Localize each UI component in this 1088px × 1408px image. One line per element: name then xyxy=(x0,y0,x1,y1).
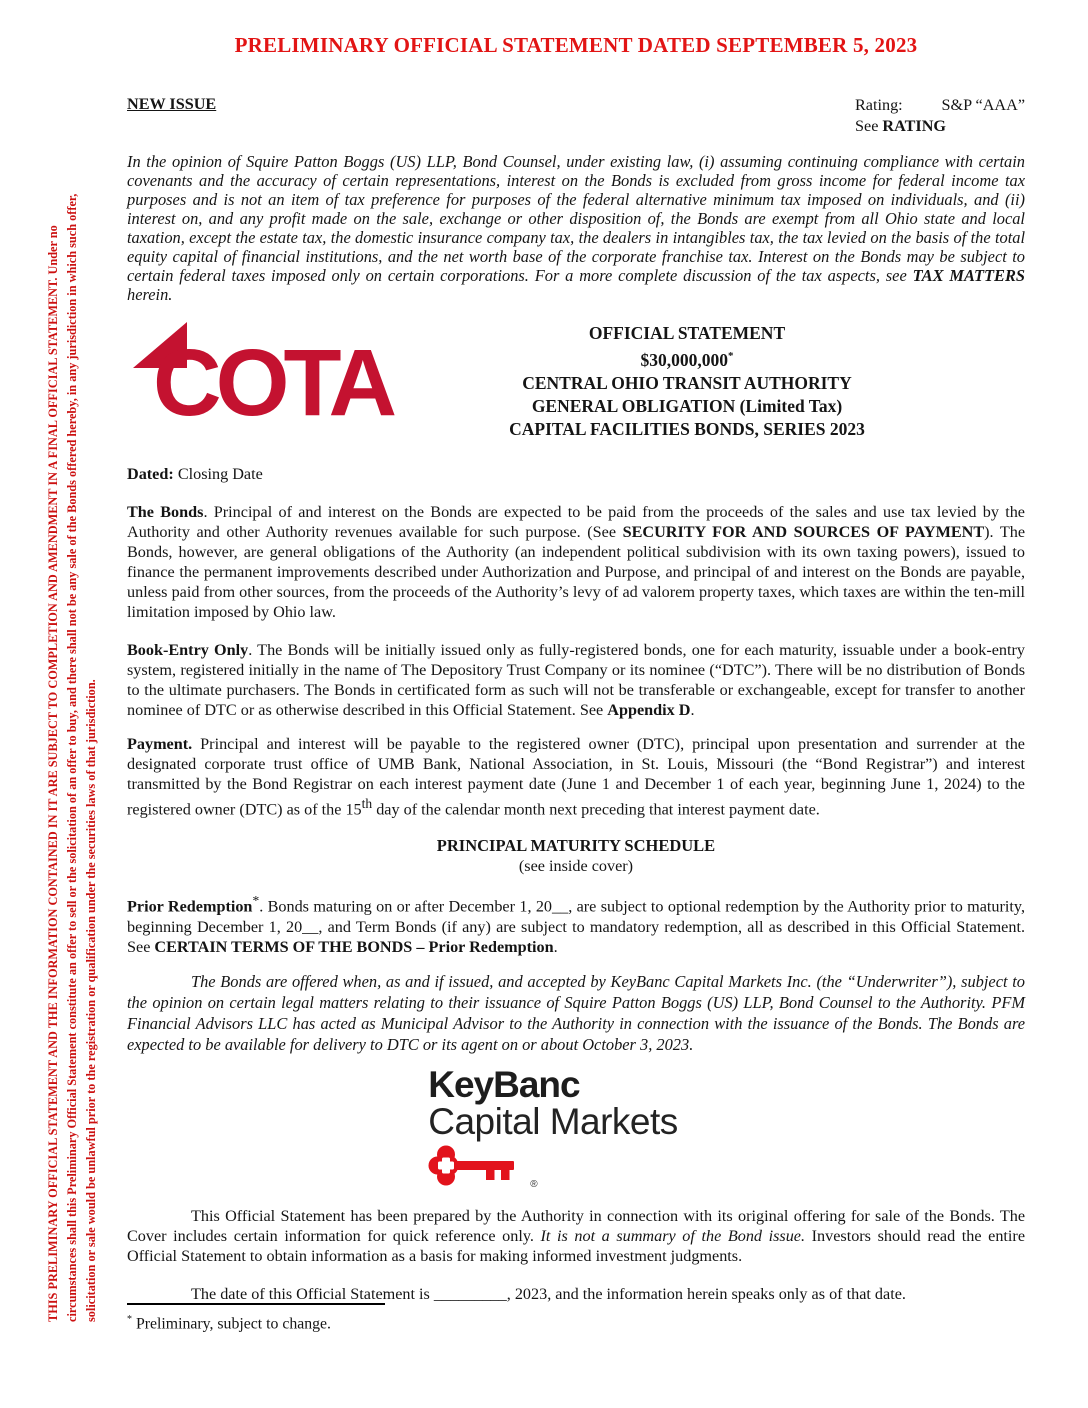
the-bonds-paragraph xyxy=(127,502,1025,622)
logo-title-row xyxy=(127,320,1025,441)
official-statement-heading: OFFICIAL STATEMENT xyxy=(588,323,786,343)
prior-redemption-text: . Bonds maturing on or after December 1, 20__, are subject to optional redemption by the Authority prior to maturity, beginning December 1, 20__, and Term Bonds (if any) are subject to mandatory redemption, all as described in this Official Statement. See xyxy=(127,897,1025,956)
payment-text: Principal and interest will be payable to the registered owner (DTC), principal upon presentation and surrender at the designated corporate trust office of UMB Bank, National Association, in St. Louis, Missouri (the “Bond Registrar”) and interest transmitted by the Bond Registrar on each interest payment date (June 1 and December 1 of each year, beginning June 1, 2024) to the registered owner (DTC) as of the 15 xyxy=(127,734,1025,819)
redemption-footnote-marker: * xyxy=(252,893,260,909)
tax-matters-reference: TAX MATTERS xyxy=(912,266,1025,285)
keybanc-capital-markets-text: Capital Markets xyxy=(428,1100,678,1142)
maturity-schedule-heading-block xyxy=(127,835,1025,877)
footnote-block xyxy=(127,1303,385,1333)
keybanc-key-row xyxy=(428,1144,678,1188)
maturity-schedule-heading: PRINCIPAL MATURITY SCHEDULE xyxy=(436,836,716,856)
disclaimer-line: circumstances shall this Preliminary Official Statement constitute an offer to sell or the solicitation of an offer to buy, and there shall not be any sale of the Bonds offered hereby, in any jurisdiction in which such offer, xyxy=(65,193,79,1322)
disclaimer-line: solicitation or sale would be unlawful prior to the registration or qualification under the securities laws of that jurisdiction. xyxy=(84,679,98,1322)
prior-redemption-paragraph xyxy=(127,891,1025,956)
the-bonds-text: . Principal of and interest on the Bonds are expected to be paid from the proceeds of the sales and use tax levied by the Authority and other Authority revenues available for such purpose. (See xyxy=(127,502,1025,541)
amount-footnote-marker: * xyxy=(728,350,734,362)
prior-redemption-lead: Prior Redemption xyxy=(127,897,253,916)
prior-redemption-text-end: . xyxy=(553,937,558,956)
maturity-schedule-subheading: (see inside cover) xyxy=(518,857,634,876)
prepared-statement-paragraph xyxy=(127,1206,1025,1266)
footnote-divider xyxy=(127,1303,385,1305)
principal-amount: $30,000,000 xyxy=(640,349,728,370)
document-content xyxy=(127,0,1025,1304)
the-bonds-text-end: ). The Bonds, however, are general obligations of the Authority (an independent political subdivision with its own taxing powers), issued to finance the permanent improvements described under Authorization and Purpose, and principal of and interest on the Bonds are payable, unless paid from other sources, from the proceeds of the Authority’s levy of ad valorem property taxes, which taxes are within the ten-mill limitation imposed by Ohio law. xyxy=(127,522,1026,621)
prepared-text: This Official Statement has been prepared by the Authority in connection with its original offering for sale of the Bonds. The Cover includes certain information for quick reference only. xyxy=(127,1206,1025,1245)
cota-logo-text: COTA xyxy=(153,330,392,436)
rating-block xyxy=(855,95,1025,137)
keybanc-logo xyxy=(428,1063,724,1190)
cota-logo xyxy=(127,320,427,434)
statement-date-paragraph: The date of this Official Statement is _________, 2023, and the information herein speaks only as of that date. xyxy=(191,1284,906,1303)
opinion-text: In the opinion of Squire Patton Boggs (US) LLP, Bond Counsel, under existing law, (i) assuming continuing compliance with certain covenants and the accuracy of certain representations, interest on the Bonds is excluded from gross income for federal income tax purposes and is not an item of tax preference for purposes of the federal alternative minimum tax imposed on individuals, and (ii) interest on, and any profit made on the sale, exchange or other disposition of, the Bonds are exempt from all Ohio state and local taxation, except the estate tax, the domestic insurance company tax, the dealers in intangibles tax, the tax levied on the basis of the total equity capital of financial institutions, and the net worth base of the corporate franchise tax. Interest on the Bonds may be subject to certain federal taxes imposed only on certain corporations. For a more complete discussion of the tax aspects, see xyxy=(127,152,1025,285)
authority-name-line: CENTRAL OHIO TRANSIT AUTHORITY xyxy=(522,372,852,393)
issue-title-block xyxy=(427,320,1025,441)
payment-text-end: day of the calendar month next preceding that interest payment date. xyxy=(372,800,820,819)
masthead-row xyxy=(127,95,1025,137)
obligation-type-line: GENERAL OBLIGATION (Limited Tax) xyxy=(531,395,843,416)
payment-lead: Payment. xyxy=(127,734,193,753)
dated-line xyxy=(127,465,1025,484)
book-entry-lead: Book-Entry Only xyxy=(127,640,249,659)
rating-value: S&P “AAA” xyxy=(941,96,1025,114)
bond-counsel-opinion-paragraph xyxy=(127,152,1025,304)
book-entry-text: . The Bonds will be initially issued only as fully-registered bonds, one for each maturity, issuable under a book-entry system, registered initially in the name of The Depository Trust Company or its nominee (“DTC”). There will be no distribution of Bonds to the ultimate purchasers. The Bonds in certificated form as such will not be transferable or exchangeable, except for transfer to another nominee of DTC or as otherwise described in this Official Statement. See xyxy=(127,640,1025,719)
see-rating-ref: RATING xyxy=(882,117,946,135)
prepared-text-end: Investors should read the entire Official Statement to obtain information as a basis for making informed investment judgments. xyxy=(127,1226,1026,1265)
registered-trademark-symbol: ® xyxy=(530,1178,538,1190)
rating-label: Rating: xyxy=(855,96,903,114)
disclaimer-line: THIS PRELIMINARY OFFICIAL STATEMENT AND THE INFORMATION CONTAINED IN IT ARE SUBJECT TO COMPLETION AND AMENDMENT IN A FINAL OFFICIAL STATEMENT. Under no xyxy=(46,225,60,1322)
rating-row xyxy=(855,95,1025,116)
book-entry-text-end: . xyxy=(690,700,695,719)
book-entry-paragraph xyxy=(127,640,1025,720)
preliminary-statement-banner: PRELIMINARY OFFICIAL STATEMENT DATED SEPTEMBER 5, 2023 xyxy=(234,33,918,57)
the-bonds-lead: The Bonds xyxy=(127,502,204,521)
keybanc-wordmark: KeyBanc xyxy=(428,1063,580,1105)
see-prefix: See xyxy=(855,117,883,135)
payment-paragraph xyxy=(127,734,1025,819)
appendix-d-reference: Appendix D xyxy=(607,700,691,719)
see-rating-line xyxy=(855,116,1025,137)
dated-label: Dated: xyxy=(127,464,174,483)
footnote-marker: * xyxy=(127,1314,132,1325)
underwriter-paragraph: The Bonds are offered when, as and if issued, and accepted by KeyBanc Capital Markets Inc. (the “Underwriter”), subject to the opinion on certain legal matters relating to their issuance of Squire Patton Boggs (US) LLP, Bond Counsel to the Authority. PFM Financial Advisors LLC has acted as Municipal Advisor to the Authority in connection with the issuance of the Bonds. The Bonds are expected to be available for delivery to DTC or its agent on or about October 3, 2023. xyxy=(127,971,1025,1054)
preliminary-footnote xyxy=(127,1314,385,1333)
security-sources-reference: SECURITY FOR AND SOURCES OF PAYMENT xyxy=(622,522,985,541)
preliminary-disclaimer-sidebar xyxy=(44,90,101,1322)
bond-series-line: CAPITAL FACILITIES BONDS, SERIES 2023 xyxy=(509,418,865,439)
footnote-text: Preliminary, subject to change. xyxy=(132,1315,332,1333)
keybanc-key-icon xyxy=(428,1144,528,1188)
not-a-summary-emphasis: It is not a summary of the Bond issue. xyxy=(540,1226,806,1245)
opinion-text-end: herein. xyxy=(127,285,173,304)
principal-amount-line xyxy=(427,345,947,372)
dated-value: Closing Date xyxy=(173,464,263,483)
ordinal-superscript: th xyxy=(361,795,373,811)
certain-terms-reference: CERTAIN TERMS OF THE BONDS – Prior Redemption xyxy=(154,937,554,956)
new-issue-label: NEW ISSUE xyxy=(127,95,217,113)
